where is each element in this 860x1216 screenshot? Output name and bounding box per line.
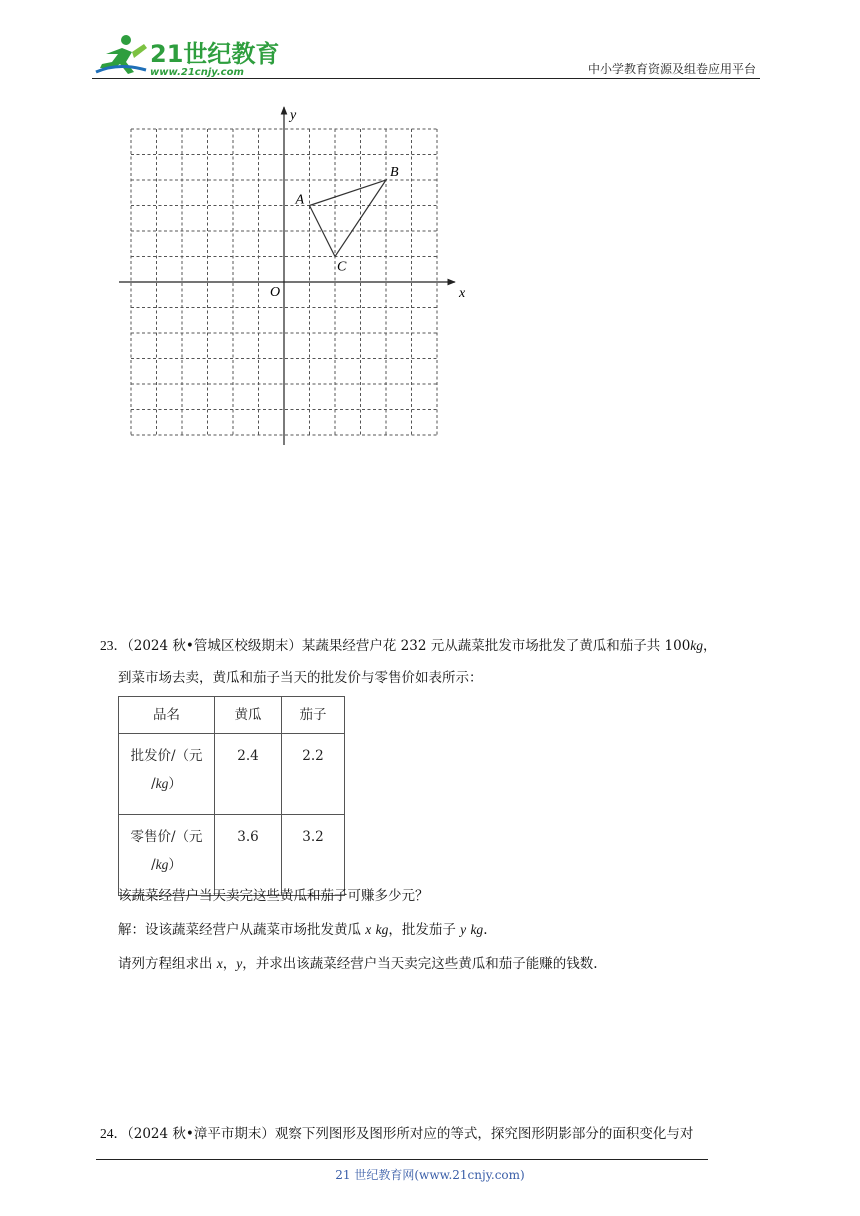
vertex-label-a: A xyxy=(295,192,305,208)
cell-cucumber-wholesale: 2.4 xyxy=(215,734,282,815)
question-prompt: 该蔬菜经营户当天卖完这些黄瓜和茄子可赚多少元？ xyxy=(118,888,429,904)
header-divider xyxy=(92,78,760,79)
table-header-cell: 品名 xyxy=(119,697,215,734)
question-source: （2024 秋•管城区校级期末） xyxy=(127,638,302,654)
cell-cucumber-retail: 3.6 xyxy=(215,815,282,896)
page-header xyxy=(92,30,760,78)
question-number: 23． xyxy=(100,638,127,653)
cell-eggplant-wholesale: 2.2 xyxy=(282,734,345,815)
unit-kg: kg xyxy=(690,638,704,653)
site-logo xyxy=(92,32,292,78)
question-number: 24． xyxy=(100,1126,127,1141)
table-header-cell: 黄瓜 xyxy=(215,697,282,734)
footer-text: 21 世纪教育网(www.21cnjy.com) xyxy=(335,1168,525,1182)
table-row xyxy=(119,815,345,896)
question-24 xyxy=(100,1124,770,1144)
question-23-line2: 到菜市场去卖，黄瓜和茄子当天的批发价与零售价如表所示： xyxy=(118,670,483,686)
question-23: 23．（2024 秋•管城区校级期末）某蔬果经营户花 232 元从蔬菜批发市场批发了黄瓜和茄子共 100kg， xyxy=(100,638,717,654)
row-label: 零售价/（元 /kg） xyxy=(119,815,215,896)
question-text: 某蔬果经营户花 232 元从蔬菜批发市场批发了黄瓜和茄子共 100 xyxy=(301,638,691,654)
table-row xyxy=(119,734,345,815)
footer-divider xyxy=(96,1159,708,1160)
y-axis-label: y xyxy=(290,108,297,123)
triangle-abc xyxy=(310,180,387,257)
runner-icon xyxy=(96,35,147,74)
row-label: 批发价/（元 /kg） xyxy=(119,734,215,815)
platform-name: 中小学教育资源及组卷应用平台 xyxy=(587,62,756,76)
svg-text:www.21cnjy.com: www.21cnjy.com xyxy=(150,67,244,78)
question-source: （2024 秋•漳平市期末） xyxy=(127,1126,275,1142)
coordinate-graph xyxy=(112,98,472,458)
svg-text:21世纪教育: 21世纪教育 xyxy=(150,40,280,68)
origin-label: O xyxy=(270,285,281,300)
price-table xyxy=(118,696,345,896)
table-header-cell: 茄子 xyxy=(282,697,345,734)
vertex-label-c: C xyxy=(337,259,347,275)
solution-setup: 解：设该蔬菜经营户从蔬菜市场批发黄瓜 x kg，批发茄子 y kg. xyxy=(118,922,488,938)
cell-eggplant-retail: 3.2 xyxy=(282,815,345,896)
question-text: 观察下列图形及图形所对应的等式，探究图形阴影部分的面积变化与对 xyxy=(274,1126,694,1142)
table-header-row xyxy=(119,697,345,734)
vertex-label-b: B xyxy=(390,165,399,180)
solution-instruction: 请列方程组求出 x，y，并求出该蔬菜经营户当天卖完这些黄瓜和茄子能赚的钱数. xyxy=(118,956,598,972)
x-axis-label: x xyxy=(459,286,466,301)
